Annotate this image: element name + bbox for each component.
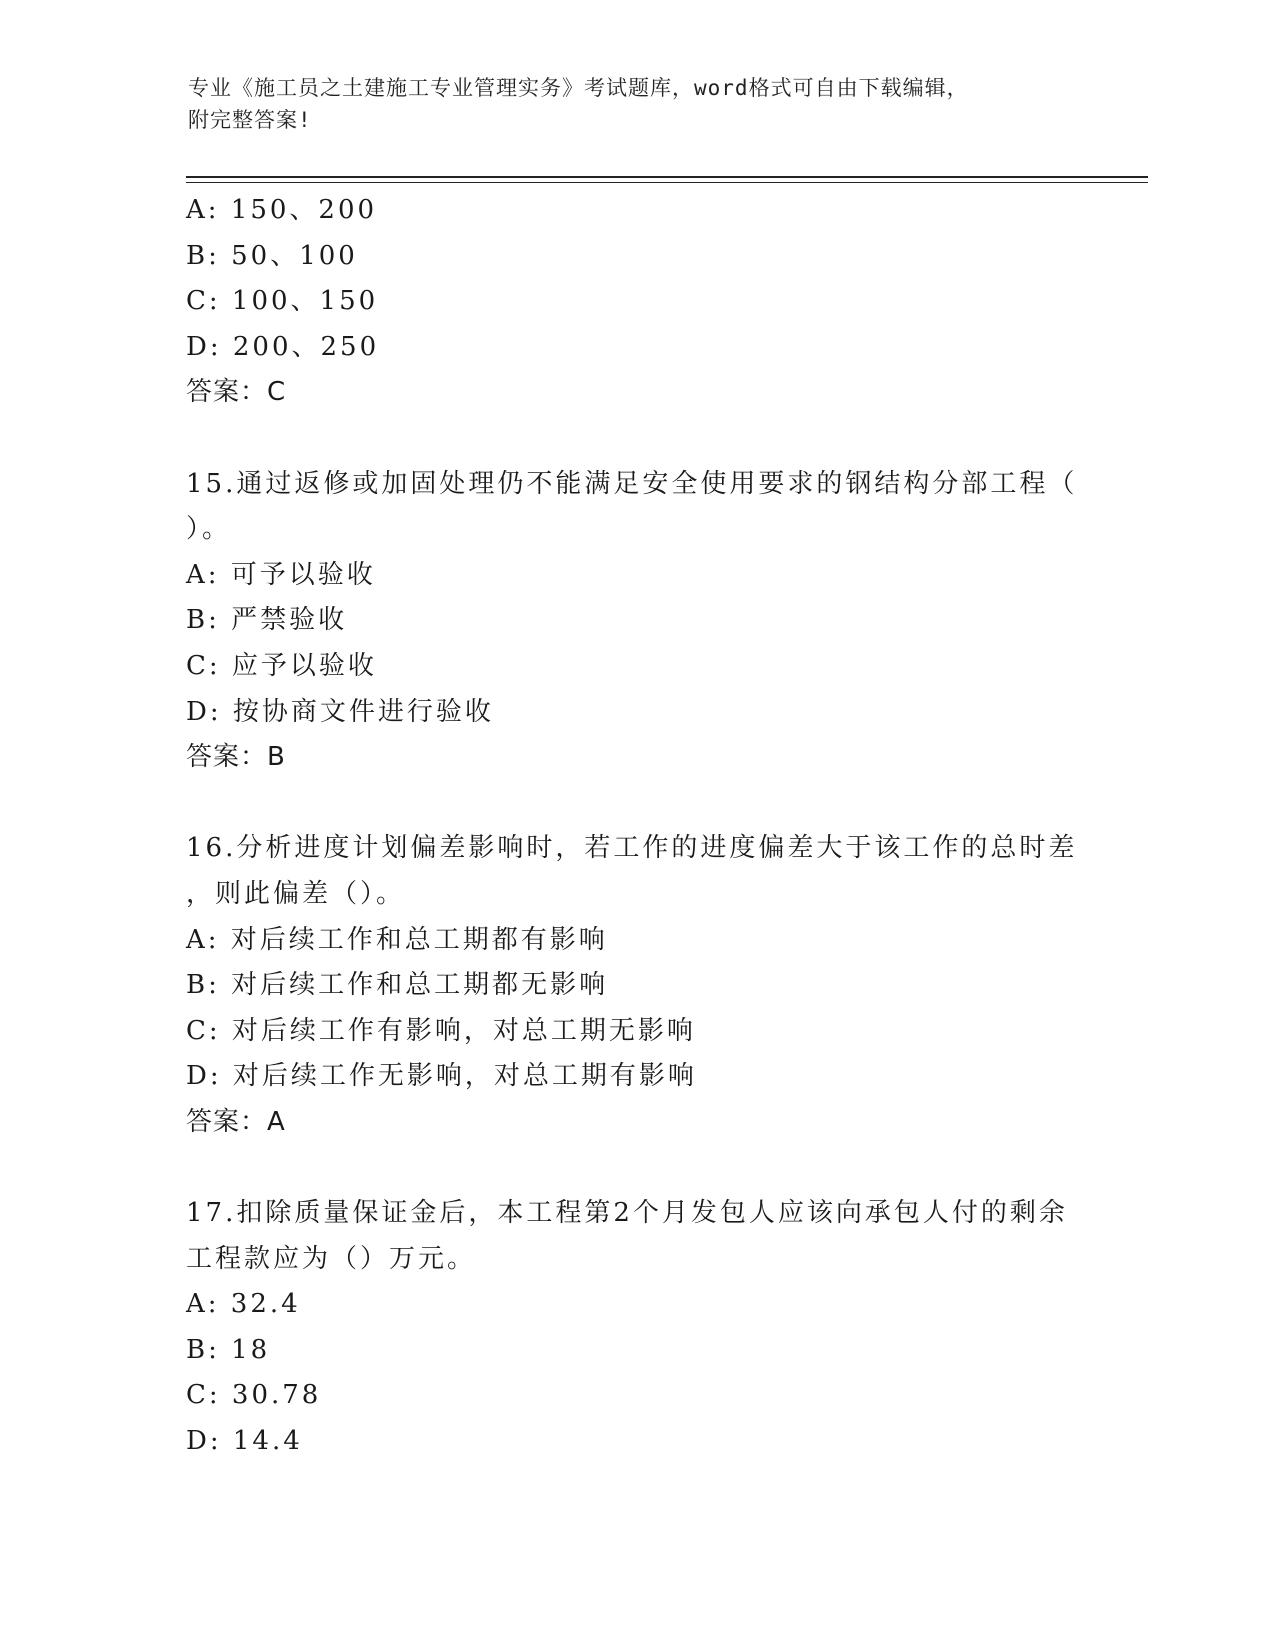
answer: 答案：A <box>186 1106 286 1137</box>
option-d: D: 14.4 <box>186 1426 303 1457</box>
question-stem <box>186 1191 1066 1282</box>
spacer <box>186 781 1086 827</box>
spacer <box>186 416 1086 462</box>
option-b: B: 50、100 <box>186 240 358 271</box>
question-14 <box>186 188 1086 416</box>
option-b: B: 严禁验收 <box>186 605 348 636</box>
option-d: D: 200、250 <box>186 331 380 362</box>
option-c: C: 100、150 <box>186 286 379 317</box>
option-a: A: 可予以验收 <box>186 559 376 590</box>
document-header <box>188 72 1068 136</box>
stem-line-2: 工程款应为（）万元。 <box>186 1243 477 1274</box>
stem-line-1: 16.分析进度计划偏差影响时，若工作的进度偏差大于该工作的总时差 <box>186 833 1078 864</box>
header-rule-thin <box>186 182 1148 183</box>
option-d: D: 按协商文件进行验收 <box>186 696 494 727</box>
question-16 <box>186 826 1086 1145</box>
stem-line-1: 15.通过返修或加固处理仍不能满足安全使用要求的钢结构分部工程（ <box>186 468 1078 499</box>
stem-line-1: 17.扣除质量保证金后，本工程第2个月发包人应该向承包人付的剩余 <box>186 1198 1068 1229</box>
option-c: C: 30.78 <box>186 1380 322 1411</box>
header-line-2: 附完整答案! <box>188 108 312 132</box>
question-stem <box>186 826 1078 917</box>
question-list <box>186 188 1086 1465</box>
option-b: B: 18 <box>186 1334 271 1365</box>
option-a: A: 对后续工作和总工期都有影响 <box>186 924 608 955</box>
answer: 答案：B <box>186 742 286 773</box>
spacer <box>186 1145 1086 1191</box>
question-15 <box>186 462 1086 781</box>
answer: 答案：C <box>186 377 287 408</box>
option-b: B: 对后续工作和总工期都无影响 <box>186 970 609 1001</box>
option-a: A: 32.4 <box>186 1289 301 1320</box>
option-c: C: 应予以验收 <box>186 650 377 681</box>
option-c: C: 对后续工作有影响，对总工期无影响 <box>186 1015 696 1046</box>
question-17 <box>186 1191 1086 1465</box>
question-stem <box>186 462 1078 553</box>
option-d: D: 对后续工作无影响，对总工期有影响 <box>186 1061 697 1092</box>
stem-line-2: ，则此偏差（）。 <box>186 878 406 909</box>
header-line-1: 专业《施工员之土建施工专业管理实务》考试题库，word格式可自由下载编辑， <box>188 76 969 100</box>
header-rule-thick <box>186 176 1148 178</box>
stem-line-2: ）。 <box>186 514 232 545</box>
option-a: A: 150、200 <box>186 195 378 225</box>
